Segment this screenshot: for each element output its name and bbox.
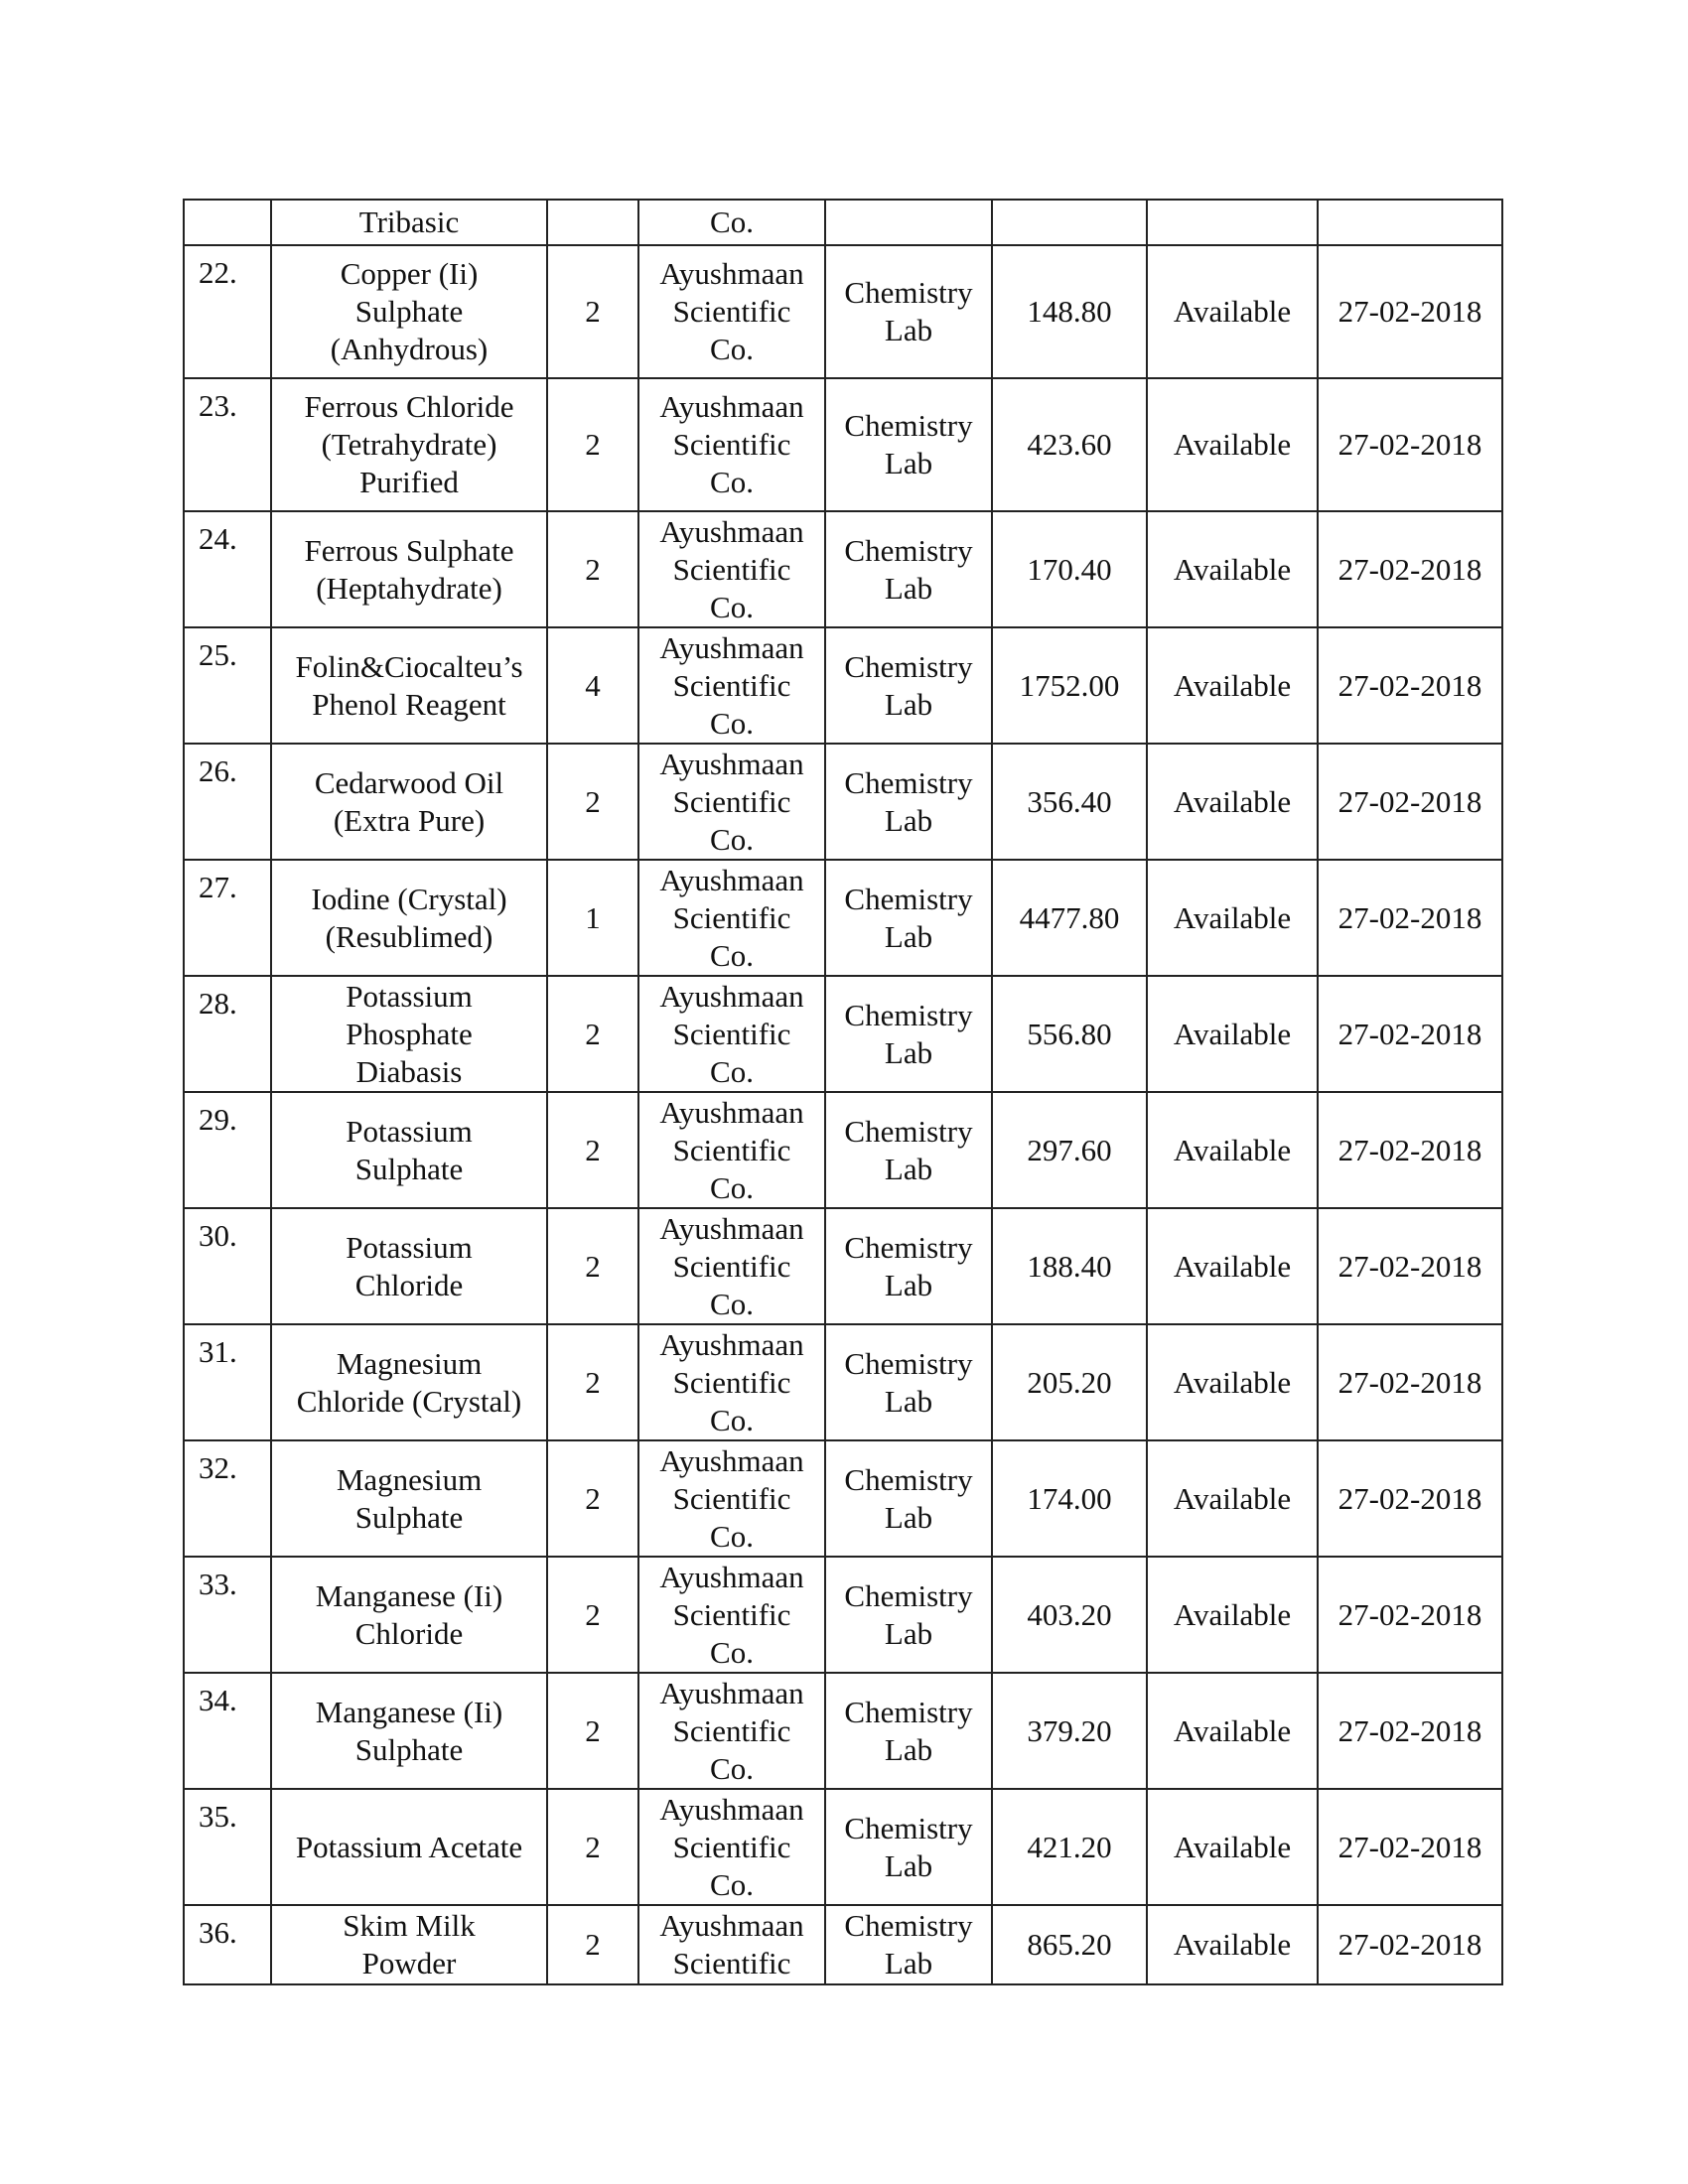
location-cell: Chemistry Lab — [825, 860, 992, 976]
sno-cell: 23. — [184, 378, 271, 511]
table-row — [184, 1905, 1502, 1984]
qty-cell: 2 — [547, 1673, 638, 1789]
table-row-continuation — [184, 200, 1502, 245]
supplier-cell: Ayushmaan Scientific Co. — [638, 511, 825, 627]
date-cell: 27-02-2018 — [1318, 1092, 1502, 1208]
supplier-cell: Ayushmaan Scientific Co. — [638, 1324, 825, 1440]
qty-cell: 2 — [547, 1092, 638, 1208]
amount-cell: 170.40 — [992, 511, 1147, 627]
status-cell: Available — [1147, 1557, 1318, 1673]
date-cell: 27-02-2018 — [1318, 976, 1502, 1092]
item-name-cell: Cedarwood Oil (Extra Pure) — [271, 744, 547, 860]
item-name-cell: Skim Milk Powder — [271, 1905, 547, 1984]
item-name-cell: Manganese (Ii) Sulphate — [271, 1673, 547, 1789]
table-row — [184, 744, 1502, 860]
date-cell: 27-02-2018 — [1318, 860, 1502, 976]
status-cell: Available — [1147, 627, 1318, 744]
item-name-cell: Manganese (Ii) Chloride — [271, 1557, 547, 1673]
supplier-cell: Ayushmaan Scientific Co. — [638, 976, 825, 1092]
location-cell — [825, 200, 992, 245]
sno-cell — [184, 200, 271, 245]
item-name-cell: Potassium Chloride — [271, 1208, 547, 1324]
item-name-cell: Copper (Ii) Sulphate (Anhydrous) — [271, 245, 547, 378]
amount-cell: 865.20 — [992, 1905, 1147, 1984]
sno-cell: 27. — [184, 860, 271, 976]
item-name-cell: Magnesium Sulphate — [271, 1440, 547, 1557]
location-cell: Chemistry Lab — [825, 245, 992, 378]
date-cell: 27-02-2018 — [1318, 1905, 1502, 1984]
item-name-cell: Ferrous Sulphate (Heptahydrate) — [271, 511, 547, 627]
table-row — [184, 860, 1502, 976]
table-row — [184, 1324, 1502, 1440]
date-cell: 27-02-2018 — [1318, 511, 1502, 627]
status-cell: Available — [1147, 245, 1318, 378]
qty-cell: 2 — [547, 1905, 638, 1984]
qty-cell: 2 — [547, 1440, 638, 1557]
status-cell — [1147, 200, 1318, 245]
supplier-cell: Ayushmaan Scientific Co. — [638, 1673, 825, 1789]
item-cell: Tribasic — [271, 200, 547, 245]
location-cell: Chemistry Lab — [825, 378, 992, 511]
table-row — [184, 627, 1502, 744]
table-row — [184, 1557, 1502, 1673]
item-name-cell: Ferrous Chloride (Tetrahydrate) Purified — [271, 378, 547, 511]
location-cell: Chemistry Lab — [825, 976, 992, 1092]
amount-cell: 205.20 — [992, 1324, 1147, 1440]
location-cell: Chemistry Lab — [825, 1208, 992, 1324]
location-cell: Chemistry Lab — [825, 511, 992, 627]
supplier-cell: Ayushmaan Scientific Co. — [638, 1092, 825, 1208]
location-cell: Chemistry Lab — [825, 1092, 992, 1208]
supplier-cell: Ayushmaan Scientific Co. — [638, 744, 825, 860]
location-cell: Chemistry Lab — [825, 1557, 992, 1673]
amount-cell: 174.00 — [992, 1440, 1147, 1557]
amount-cell: 423.60 — [992, 378, 1147, 511]
table-row — [184, 1440, 1502, 1557]
status-cell: Available — [1147, 1905, 1318, 1984]
status-cell: Available — [1147, 1208, 1318, 1324]
status-cell: Available — [1147, 378, 1318, 511]
date-cell: 27-02-2018 — [1318, 1673, 1502, 1789]
item-name-cell: Potassium Acetate — [271, 1789, 547, 1905]
date-cell: 27-02-2018 — [1318, 1208, 1502, 1324]
sno-cell: 32. — [184, 1440, 271, 1557]
qty-cell: 2 — [547, 1789, 638, 1905]
amount-cell: 1752.00 — [992, 627, 1147, 744]
sno-cell: 31. — [184, 1324, 271, 1440]
sno-cell: 28. — [184, 976, 271, 1092]
qty-cell — [547, 200, 638, 245]
sno-cell: 34. — [184, 1673, 271, 1789]
amount-cell: 403.20 — [992, 1557, 1147, 1673]
status-cell: Available — [1147, 860, 1318, 976]
table-row — [184, 378, 1502, 511]
amount-cell — [992, 200, 1147, 245]
status-cell: Available — [1147, 1789, 1318, 1905]
sno-cell: 30. — [184, 1208, 271, 1324]
qty-cell: 2 — [547, 245, 638, 378]
location-cell: Chemistry Lab — [825, 1324, 992, 1440]
date-cell: 27-02-2018 — [1318, 1789, 1502, 1905]
status-cell: Available — [1147, 976, 1318, 1092]
status-cell: Available — [1147, 1440, 1318, 1557]
qty-cell: 1 — [547, 860, 638, 976]
supplier-cell: Ayushmaan Scientific Co. — [638, 627, 825, 744]
date-cell: 27-02-2018 — [1318, 1440, 1502, 1557]
date-cell: 27-02-2018 — [1318, 1557, 1502, 1673]
supplier-cell: Ayushmaan Scientific Co. — [638, 378, 825, 511]
table-row — [184, 511, 1502, 627]
status-cell: Available — [1147, 511, 1318, 627]
location-cell: Chemistry Lab — [825, 1673, 992, 1789]
date-cell: 27-02-2018 — [1318, 1324, 1502, 1440]
item-name-cell: Magnesium Chloride (Crystal) — [271, 1324, 547, 1440]
supplier-cell: Ayushmaan Scientific Co. — [638, 1789, 825, 1905]
amount-cell: 148.80 — [992, 245, 1147, 378]
qty-cell: 4 — [547, 627, 638, 744]
sno-cell: 29. — [184, 1092, 271, 1208]
date-cell: 27-02-2018 — [1318, 245, 1502, 378]
qty-cell: 2 — [547, 976, 638, 1092]
supplier-cell: Ayushmaan Scientific Co. — [638, 860, 825, 976]
table-row — [184, 1789, 1502, 1905]
date-cell — [1318, 200, 1502, 245]
qty-cell: 2 — [547, 511, 638, 627]
qty-cell: 2 — [547, 1324, 638, 1440]
supplier-cell: Ayushmaan Scientific — [638, 1905, 825, 1984]
date-cell: 27-02-2018 — [1318, 744, 1502, 860]
supplier-cell: Ayushmaan Scientific Co. — [638, 1440, 825, 1557]
item-name-cell: Iodine (Crystal) (Resublimed) — [271, 860, 547, 976]
supplier-cell: Ayushmaan Scientific Co. — [638, 245, 825, 378]
qty-cell: 2 — [547, 378, 638, 511]
qty-cell: 2 — [547, 1208, 638, 1324]
sno-cell: 25. — [184, 627, 271, 744]
sno-cell: 26. — [184, 744, 271, 860]
sno-cell: 22. — [184, 245, 271, 378]
amount-cell: 356.40 — [992, 744, 1147, 860]
supplier-cell: Co. — [638, 200, 825, 245]
inventory-table — [183, 199, 1503, 1985]
item-name-cell: Folin&Ciocalteu’s Phenol Reagent — [271, 627, 547, 744]
sno-cell: 33. — [184, 1557, 271, 1673]
supplier-cell: Ayushmaan Scientific Co. — [638, 1208, 825, 1324]
location-cell: Chemistry Lab — [825, 627, 992, 744]
amount-cell: 4477.80 — [992, 860, 1147, 976]
qty-cell: 2 — [547, 744, 638, 860]
table-row — [184, 1673, 1502, 1789]
supplier-cell: Ayushmaan Scientific Co. — [638, 1557, 825, 1673]
amount-cell: 421.20 — [992, 1789, 1147, 1905]
date-cell: 27-02-2018 — [1318, 378, 1502, 511]
amount-cell: 188.40 — [992, 1208, 1147, 1324]
sno-cell: 35. — [184, 1789, 271, 1905]
sno-cell: 36. — [184, 1905, 271, 1984]
table-row — [184, 245, 1502, 378]
sno-cell: 24. — [184, 511, 271, 627]
amount-cell: 379.20 — [992, 1673, 1147, 1789]
date-cell: 27-02-2018 — [1318, 627, 1502, 744]
location-cell: Chemistry Lab — [825, 744, 992, 860]
location-cell: Chemistry Lab — [825, 1905, 992, 1984]
location-cell: Chemistry Lab — [825, 1440, 992, 1557]
amount-cell: 556.80 — [992, 976, 1147, 1092]
qty-cell: 2 — [547, 1557, 638, 1673]
amount-cell: 297.60 — [992, 1092, 1147, 1208]
location-cell: Chemistry Lab — [825, 1789, 992, 1905]
table-row — [184, 1208, 1502, 1324]
table-row — [184, 1092, 1502, 1208]
status-cell: Available — [1147, 1324, 1318, 1440]
item-name-cell: Potassium Sulphate — [271, 1092, 547, 1208]
status-cell: Available — [1147, 1092, 1318, 1208]
item-name-cell: Potassium Phosphate Diabasis — [271, 976, 547, 1092]
status-cell: Available — [1147, 744, 1318, 860]
status-cell: Available — [1147, 1673, 1318, 1789]
table-row — [184, 976, 1502, 1092]
